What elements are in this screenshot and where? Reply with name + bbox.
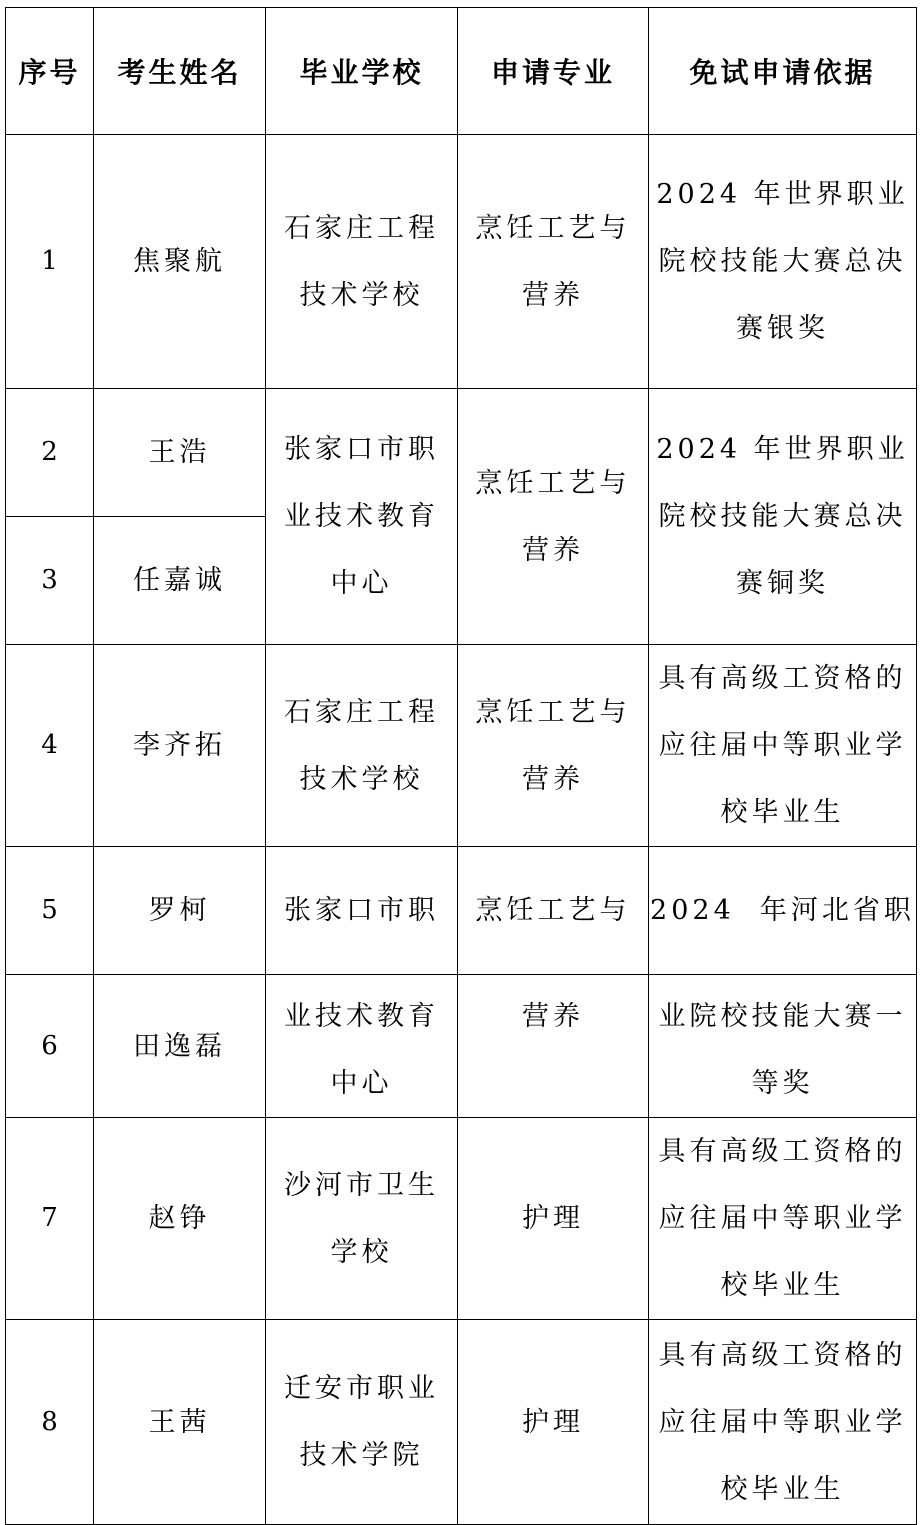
basis-line: 业院校技能大赛一 (658, 1001, 907, 1032)
major-line: 营养 (522, 279, 584, 311)
name-cell: 田逸磊 (94, 975, 266, 1118)
name-cell: 赵铮 (94, 1118, 266, 1320)
basis-line: 院校技能大赛总决 (658, 501, 907, 532)
basis-line: 2024 年世界职业 (656, 434, 909, 465)
table-row (6, 1320, 917, 1525)
major-line: 护理 (522, 1406, 584, 1438)
major-cell (458, 847, 649, 975)
major-line: 护理 (522, 1203, 584, 1234)
major-cell (458, 975, 649, 1118)
serial-cell: 1 (6, 135, 94, 389)
major-cell (458, 1118, 649, 1320)
school-line: 技术学校 (299, 763, 424, 795)
name-cell: 罗柯 (94, 847, 266, 975)
major-line: 烹饪工艺与 (475, 212, 631, 244)
basis-line: 具有高级工资格的 (658, 1339, 907, 1371)
serial-cell: 2 (6, 389, 94, 517)
school-cell (266, 389, 458, 645)
serial-cell: 8 (6, 1320, 94, 1525)
header-major: 申请专业 (458, 8, 649, 135)
basis-line: 校毕业生 (720, 1270, 845, 1301)
school-line: 迁安市职业 (284, 1373, 439, 1404)
name-cell: 王浩 (94, 389, 266, 517)
header-serial: 序号 (6, 8, 94, 135)
basis-cell (649, 135, 917, 389)
school-line: 技术学院 (299, 1440, 424, 1471)
major-line: 营养 (522, 534, 584, 566)
basis-line: 校毕业生 (720, 1473, 845, 1505)
basis-line: 校毕业生 (720, 797, 845, 828)
basis-cell (649, 1320, 917, 1525)
school-cell (266, 135, 458, 389)
major-cell (458, 645, 649, 847)
major-line: 烹饪工艺与 (475, 895, 631, 926)
school-line: 业技术教育 (284, 501, 439, 532)
table-row (6, 1118, 917, 1320)
basis-line: 2024 年世界职业 (656, 179, 909, 210)
school-line: 石家庄工程 (284, 696, 439, 728)
basis-line: 赛铜奖 (735, 568, 829, 599)
basis-cell (649, 847, 917, 975)
school-cell (266, 1320, 458, 1525)
header-row (6, 8, 917, 135)
school-line: 中心 (330, 568, 393, 599)
school-line: 石家庄工程 (284, 212, 439, 244)
header-basis: 免试申请依据 (649, 8, 917, 135)
basis-line: 2024 年河北省职 (650, 895, 915, 926)
serial-cell: 4 (6, 645, 94, 847)
basis-line: 院校技能大赛总决 (658, 246, 907, 277)
serial-cell: 3 (6, 517, 94, 645)
major-cell (458, 1320, 649, 1525)
name-cell: 任嘉诚 (94, 517, 266, 645)
basis-line: 等奖 (751, 1068, 814, 1099)
basis-line: 赛银奖 (735, 313, 829, 344)
basis-line: 具有高级工资格的 (658, 663, 907, 694)
name-cell: 李齐拓 (94, 645, 266, 847)
table-row (6, 389, 917, 517)
header-name: 考生姓名 (94, 8, 266, 135)
table-row (6, 975, 917, 1118)
basis-cell (649, 1118, 917, 1320)
name-cell: 焦聚航 (94, 135, 266, 389)
school-cell (266, 847, 458, 975)
school-line: 中心 (330, 1068, 393, 1099)
school-line: 张家口市职 (284, 434, 439, 465)
table-row (6, 847, 917, 975)
name-cell: 王茜 (94, 1320, 266, 1525)
school-cell (266, 645, 458, 847)
basis-cell (649, 975, 917, 1118)
basis-line: 具有高级工资格的 (658, 1136, 907, 1167)
major-cell (458, 389, 649, 645)
basis-cell (649, 389, 917, 645)
basis-line: 应往届中等职业学 (658, 1203, 907, 1234)
basis-line: 应往届中等职业学 (658, 1406, 907, 1438)
school-line: 沙河市卫生 (284, 1169, 439, 1201)
table-row (6, 645, 917, 847)
basis-line: 应往届中等职业学 (658, 730, 907, 761)
school-line: 技术学校 (299, 279, 424, 311)
major-cell (458, 135, 649, 389)
school-cell (266, 1118, 458, 1320)
serial-cell: 6 (6, 975, 94, 1118)
basis-cell (649, 645, 917, 847)
school-line: 张家口市职 (284, 895, 439, 926)
major-line: 营养 (522, 1001, 584, 1032)
school-cell (266, 975, 458, 1118)
major-line: 烹饪工艺与 (475, 467, 631, 499)
serial-cell: 5 (6, 847, 94, 975)
major-line: 烹饪工艺与 (475, 696, 631, 728)
exemption-applicants-table (5, 7, 917, 1525)
major-line: 营养 (522, 763, 584, 795)
serial-cell: 7 (6, 1118, 94, 1320)
school-line: 学校 (330, 1236, 393, 1268)
header-school: 毕业学校 (266, 8, 458, 135)
school-line: 业技术教育 (284, 1001, 439, 1032)
table-row (6, 135, 917, 389)
